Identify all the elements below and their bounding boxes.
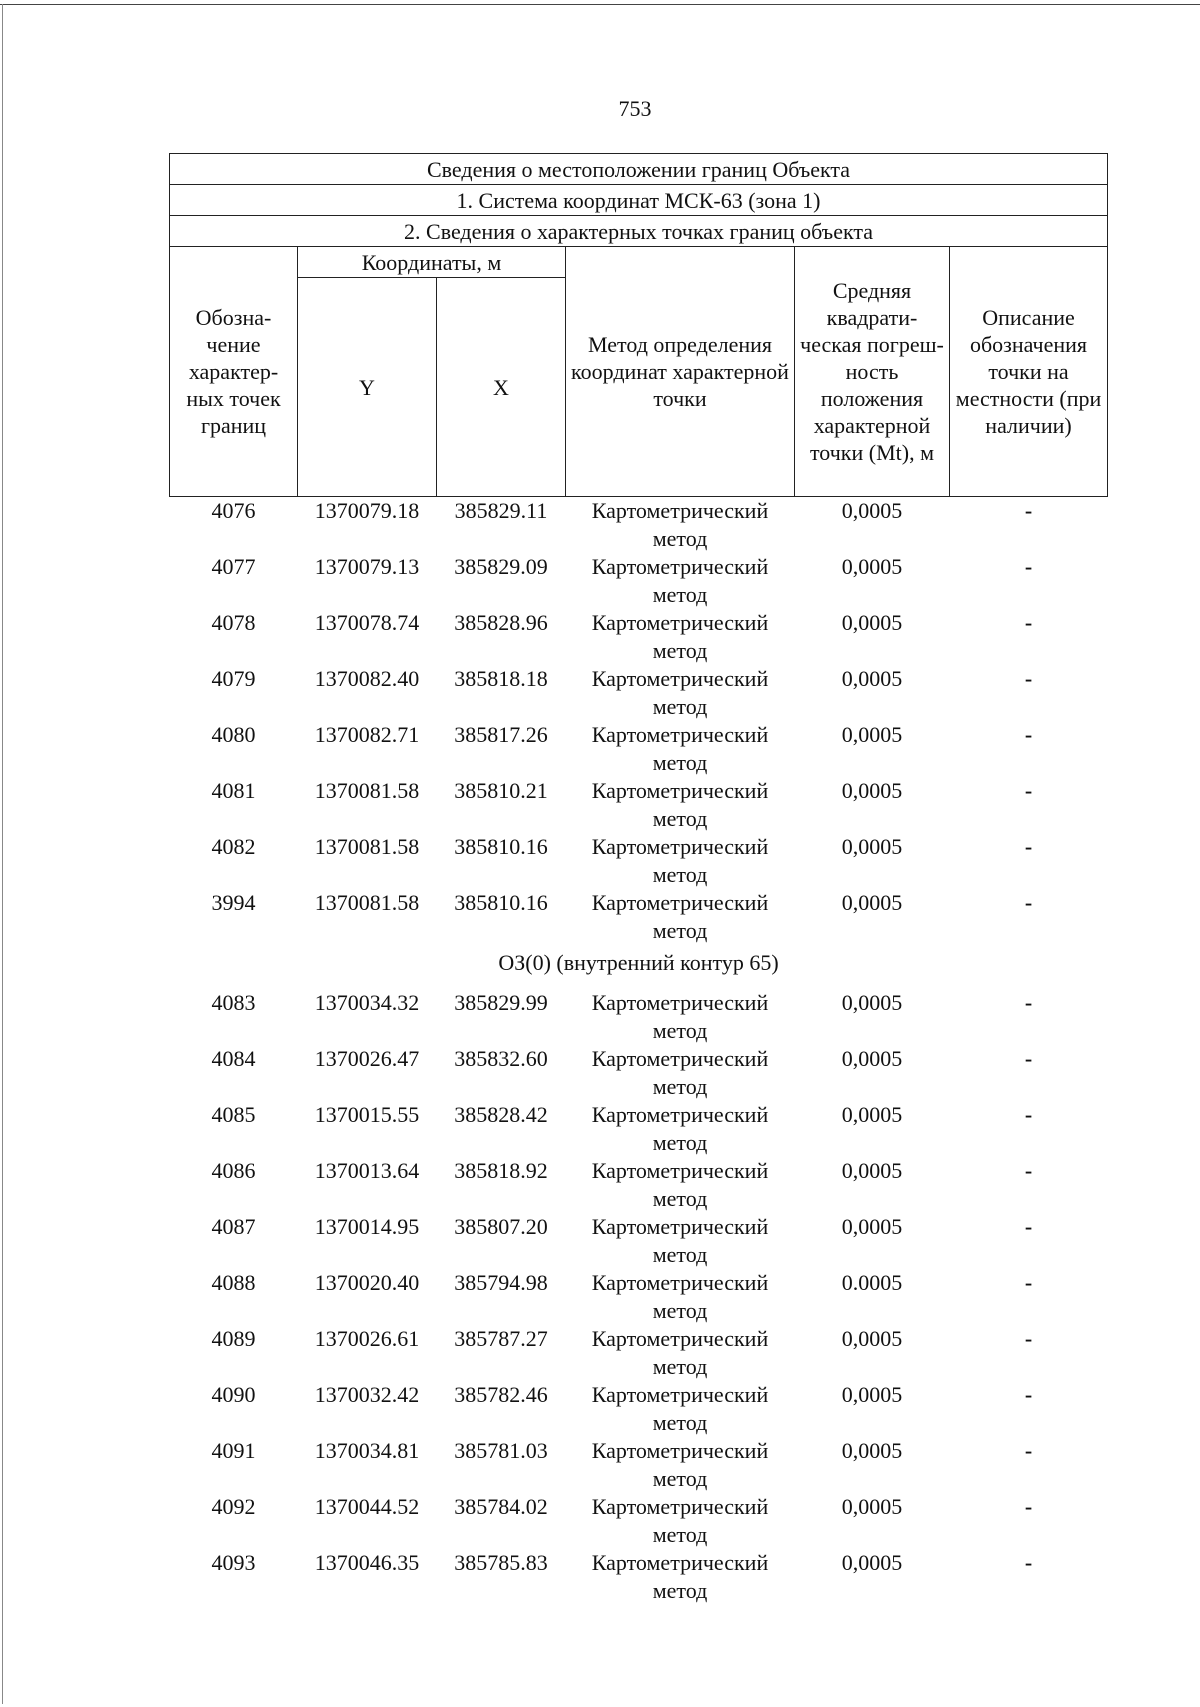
cell-method: Картометрический метод xyxy=(591,1438,769,1491)
cell-error: 0,0005 xyxy=(841,1158,903,1183)
table-row xyxy=(170,1437,1108,1493)
cell-y: 1370014.95 xyxy=(314,1214,420,1239)
header-description: Описание обозначения точки на местности (при наличии) xyxy=(950,247,1108,497)
cell-method: Картометрический метод xyxy=(591,1046,769,1099)
cell-description: - xyxy=(1024,554,1033,579)
cell-point: 4088 xyxy=(211,1270,256,1295)
table-body-main xyxy=(170,497,1108,946)
cell-description: - xyxy=(1024,778,1033,803)
cell-description: - xyxy=(1024,1214,1033,1239)
table-row xyxy=(170,553,1108,609)
cell-point: 4076 xyxy=(211,498,256,523)
table-row xyxy=(170,665,1108,721)
cell-description: - xyxy=(1024,990,1033,1015)
cell-point: 4086 xyxy=(211,1158,256,1183)
cell-y: 1370032.42 xyxy=(314,1382,420,1407)
cell-x: 385781.03 xyxy=(454,1438,548,1463)
cell-x: 385817.26 xyxy=(454,722,548,747)
table-row xyxy=(170,497,1108,554)
cell-error: 0,0005 xyxy=(841,1438,903,1463)
cell-x: 385785.83 xyxy=(454,1550,548,1575)
cell-point: 4089 xyxy=(211,1326,256,1351)
cell-point: 4085 xyxy=(211,1102,256,1127)
cell-y: 1370082.40 xyxy=(314,666,420,691)
cell-method: Картометрический метод xyxy=(591,1158,769,1211)
section-label: ОЗ(0) (внутренний контур 65) xyxy=(498,950,779,975)
cell-x: 385832.60 xyxy=(454,1046,548,1071)
table-row xyxy=(170,721,1108,777)
table-row xyxy=(170,1045,1108,1101)
cell-error: 0,0005 xyxy=(841,1550,903,1575)
cell-description: - xyxy=(1024,1270,1033,1295)
cell-point: 4077 xyxy=(211,554,256,579)
scan-edge-top xyxy=(0,4,1200,5)
header-point: Обозна- чение характер- ных точек границ xyxy=(170,247,298,497)
cell-error: 0,0005 xyxy=(841,778,903,803)
cell-point: 3994 xyxy=(211,890,256,915)
cell-error: 0,0005 xyxy=(841,1382,903,1407)
cell-x: 385829.99 xyxy=(454,990,548,1015)
table-row xyxy=(170,1213,1108,1269)
cell-y: 1370034.81 xyxy=(314,1438,420,1463)
cell-point: 4090 xyxy=(211,1382,256,1407)
cell-error: 0,0005 xyxy=(841,1326,903,1351)
table-body-inner-contour xyxy=(170,989,1108,1605)
cell-method: Картометрический метод xyxy=(591,1550,769,1603)
cell-point: 4091 xyxy=(211,1438,256,1463)
cell-description: - xyxy=(1024,1382,1033,1407)
cell-y: 1370015.55 xyxy=(314,1102,420,1127)
cell-error: 0,0005 xyxy=(841,554,903,579)
cell-description: - xyxy=(1024,1438,1033,1463)
cell-x: 385818.18 xyxy=(454,666,548,691)
cell-x: 385784.02 xyxy=(454,1494,548,1519)
table-row xyxy=(170,989,1108,1045)
cell-description: - xyxy=(1024,890,1033,915)
cell-point: 4084 xyxy=(211,1046,256,1071)
cell-error: 0,0005 xyxy=(841,1214,903,1239)
cell-y: 1370082.71 xyxy=(314,722,420,747)
cell-method: Картометрический метод xyxy=(591,834,769,887)
cell-x: 385810.21 xyxy=(454,778,548,803)
cell-error: 0,0005 xyxy=(841,666,903,691)
cell-x: 385807.20 xyxy=(454,1214,548,1239)
cell-method: Картометрический метод xyxy=(591,1382,769,1435)
table-row xyxy=(170,833,1108,889)
cell-x: 385818.92 xyxy=(454,1158,548,1183)
cell-method: Картометрический метод xyxy=(591,498,769,551)
cell-x: 385787.27 xyxy=(454,1326,548,1351)
cell-error: 0,0005 xyxy=(841,1046,903,1071)
table-row xyxy=(170,1157,1108,1213)
cell-method: Картометрический метод xyxy=(591,778,769,831)
table-section xyxy=(170,945,1108,989)
cell-x: 385810.16 xyxy=(454,834,548,859)
table-row xyxy=(170,1381,1108,1437)
cell-error: 0,0005 xyxy=(841,610,903,635)
cell-point: 4080 xyxy=(211,722,256,747)
cell-method: Картометрический метод xyxy=(591,666,769,719)
cell-description: - xyxy=(1024,610,1033,635)
cell-error: 0,0005 xyxy=(841,834,903,859)
table-row xyxy=(170,777,1108,833)
cell-description: - xyxy=(1024,1158,1033,1183)
cell-description: - xyxy=(1024,1326,1033,1351)
cell-y: 1370079.18 xyxy=(314,498,420,523)
cell-method: Картометрический метод xyxy=(591,990,769,1043)
cell-description: - xyxy=(1024,1550,1033,1575)
cell-description: - xyxy=(1024,498,1033,523)
cell-x: 385829.09 xyxy=(454,554,548,579)
table-row xyxy=(170,1325,1108,1381)
table-row xyxy=(170,1493,1108,1549)
cell-description: - xyxy=(1024,834,1033,859)
cell-y: 1370079.13 xyxy=(314,554,420,579)
header-coordinates: Координаты, м xyxy=(298,247,566,278)
cell-y: 1370026.47 xyxy=(314,1046,420,1071)
cell-y: 1370026.61 xyxy=(314,1326,420,1351)
cell-y: 1370081.58 xyxy=(314,834,420,859)
cell-method: Картометрический метод xyxy=(591,1326,769,1379)
scan-edge-left xyxy=(2,4,3,1704)
table-row xyxy=(170,1549,1108,1605)
cell-method: Картометрический метод xyxy=(591,890,769,943)
cell-description: - xyxy=(1024,1102,1033,1127)
cell-error: 0,0005 xyxy=(841,990,903,1015)
table-row xyxy=(170,609,1108,665)
table-subtitle-coordinate-system: 1. Система координат МСК-63 (зона 1) xyxy=(170,185,1108,216)
cell-error: 0,0005 xyxy=(841,1494,903,1519)
cell-method: Картометрический метод xyxy=(591,722,769,775)
cell-description: - xyxy=(1024,1046,1033,1071)
cell-method: Картометрический метод xyxy=(591,1494,769,1547)
table-row xyxy=(170,889,1108,945)
page-number: 753 xyxy=(618,96,652,121)
table-title: Сведения о местоположении границ Объекта xyxy=(170,154,1108,185)
cell-y: 1370034.32 xyxy=(314,990,420,1015)
cell-x: 385828.42 xyxy=(454,1102,548,1127)
cell-point: 4083 xyxy=(211,990,256,1015)
table-header xyxy=(170,154,1108,497)
cell-error: 0,0005 xyxy=(841,722,903,747)
cell-y: 1370081.58 xyxy=(314,890,420,915)
cell-description: - xyxy=(1024,1494,1033,1519)
cell-point: 4078 xyxy=(211,610,256,635)
cell-method: Картометрический метод xyxy=(591,610,769,663)
coordinates-table xyxy=(169,153,1108,1605)
header-error: Средняя квадрати- ческая погреш- ность положения характерной точки (Mt), м xyxy=(795,247,950,497)
header-method: Метод определения координат характерной точки xyxy=(566,247,795,497)
cell-y: 1370020.40 xyxy=(314,1270,420,1295)
table-subtitle-points: 2. Сведения о характерных точках границ объекта xyxy=(170,216,1108,247)
cell-y: 1370044.52 xyxy=(314,1494,420,1519)
cell-x: 385828.96 xyxy=(454,610,548,635)
cell-error: 0,0005 xyxy=(841,890,903,915)
cell-y: 1370013.64 xyxy=(314,1158,420,1183)
cell-error: 0.0005 xyxy=(841,1270,903,1295)
cell-x: 385794.98 xyxy=(454,1270,548,1295)
table-row xyxy=(170,1269,1108,1325)
cell-description: - xyxy=(1024,666,1033,691)
cell-description: - xyxy=(1024,722,1033,747)
header-x: X xyxy=(437,278,566,497)
cell-point: 4093 xyxy=(211,1550,256,1575)
cell-y: 1370046.35 xyxy=(314,1550,420,1575)
cell-error: 0,0005 xyxy=(841,498,903,523)
cell-y: 1370078.74 xyxy=(314,610,420,635)
cell-x: 385782.46 xyxy=(454,1382,548,1407)
table-row xyxy=(170,1101,1108,1157)
cell-x: 385810.16 xyxy=(454,890,548,915)
cell-method: Картометрический метод xyxy=(591,1270,769,1323)
cell-point: 4079 xyxy=(211,666,256,691)
cell-point: 4082 xyxy=(211,834,256,859)
cell-point: 4081 xyxy=(211,778,256,803)
cell-x: 385829.11 xyxy=(454,498,548,523)
cell-method: Картометрический метод xyxy=(591,554,769,607)
cell-point: 4092 xyxy=(211,1494,256,1519)
cell-y: 1370081.58 xyxy=(314,778,420,803)
cell-method: Картометрический метод xyxy=(591,1102,769,1155)
cell-error: 0,0005 xyxy=(841,1102,903,1127)
cell-point: 4087 xyxy=(211,1214,256,1239)
cell-method: Картометрический метод xyxy=(591,1214,769,1267)
header-y: Y xyxy=(298,278,437,497)
